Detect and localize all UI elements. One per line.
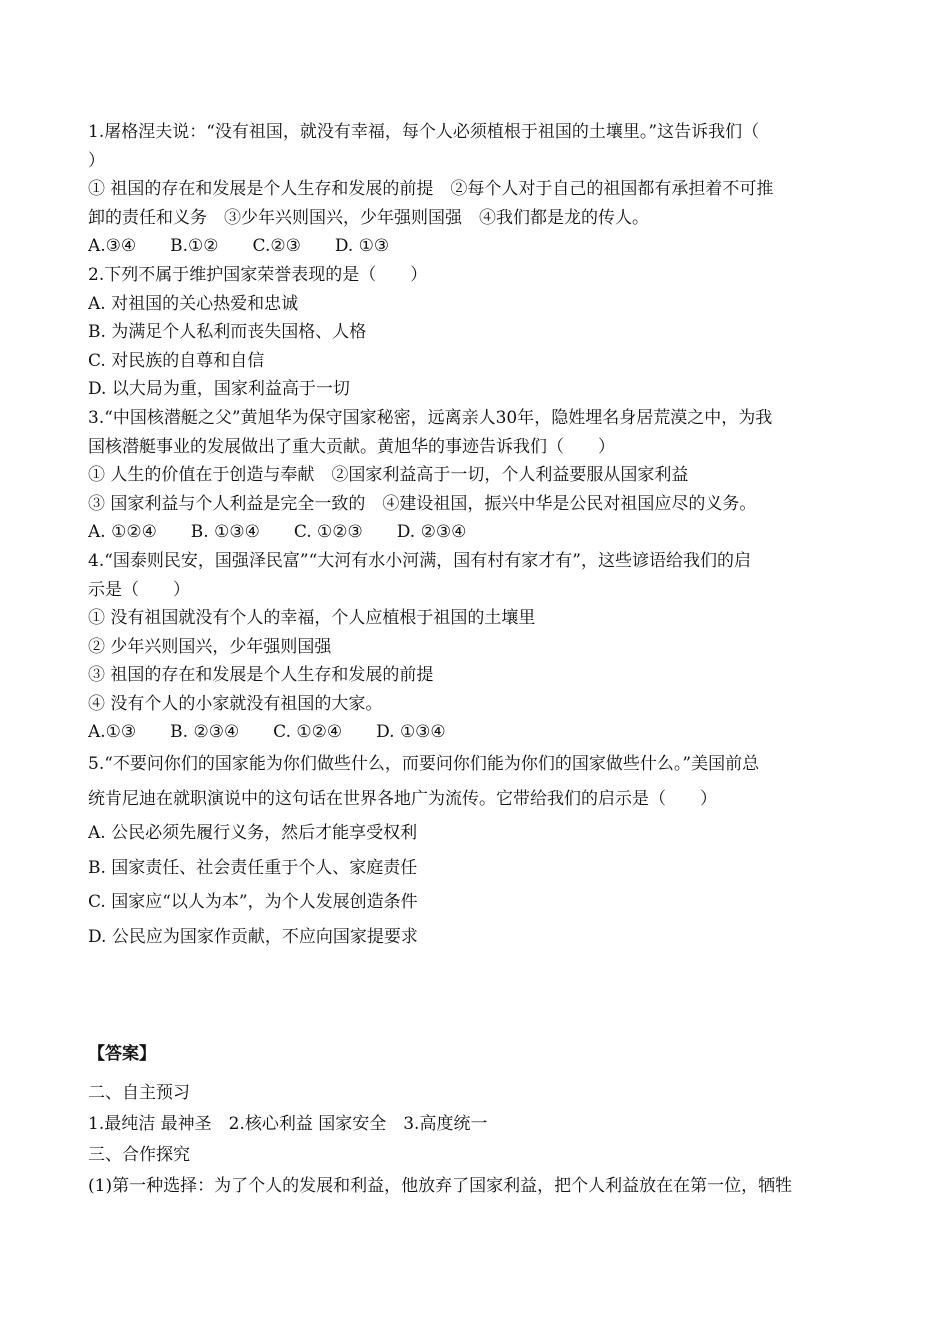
question-4	[88, 547, 868, 747]
question-text: 1.屠格涅夫说：“没有祖国，就没有幸福，每个人必须植根于祖国的土壤里。”这告诉我们（	[88, 122, 760, 142]
question-text: 示是（ ）	[88, 579, 190, 600]
question-text: 5.“不要问你们的国家能为你们做些什么，而要问你们能为你们的国家做些什么。”美国前总	[88, 754, 760, 775]
answer-choices: A.③④ B.①② C.②③ D. ①③	[88, 236, 390, 257]
statement-option: 卸的责任和义务 ③少年兴则国兴，少年强则国强 ④我们都是龙的传人。	[88, 207, 649, 228]
question-text: ）	[88, 150, 105, 171]
question-text: 2.下列不属于维护国家荣誉表现的是（ ）	[88, 264, 428, 285]
question-1	[88, 118, 868, 261]
answer-choices: A. ①②④ B. ①③④ C. ①②③ D. ②③④	[88, 522, 467, 543]
statement-option: ③ 祖国的存在和发展是个人生存和发展的前提	[88, 665, 434, 686]
choice-b: B. 国家责任、社会责任重于个人、家庭责任	[88, 857, 418, 878]
question-text: 统肯尼迪在就职演说中的这句话在世界各地广为流传。它带给我们的启示是（ ）	[88, 788, 717, 809]
question-3	[88, 404, 868, 547]
choice-d: D. 以大局为重，国家利益高于一切	[88, 379, 350, 400]
statement-option: ① 人生的价值在于创造与奉献 ②国家利益高于一切，个人利益要服从国家利益	[88, 465, 689, 486]
statement-option: ③ 国家利益与个人利益是完全一致的 ④建设祖国，振兴中华是公民对祖国应尽的义务。	[88, 493, 757, 514]
choice-c: C. 国家应“以人为本”，为个人发展创造条件	[88, 892, 418, 913]
question-text: 4.“国泰则民安，国强泽民富”“大河有水小河满，国有村有家才有”，这些谚语给我们的启	[88, 550, 751, 571]
question-5	[88, 747, 868, 954]
question-text: 3.“中国核潜艇之父”黄旭华为保守国家秘密，远离亲人30年，隐姓埋名身居荒漠之中，为我	[88, 407, 773, 428]
section-spacer	[88, 954, 868, 1040]
choice-d: D. 公民应为国家作贡献，不应向国家提要求	[88, 926, 418, 947]
answer-subheading: 二、自主预习	[88, 1083, 190, 1104]
question-2	[88, 261, 868, 404]
answer-section	[88, 1040, 868, 1202]
answer-line: (1)第一种选择：为了个人的发展和利益，他放弃了国家利益，把个人利益放在在第一位，牺牲	[88, 1176, 793, 1197]
answer-subheading: 三、合作探究	[88, 1145, 190, 1166]
choice-b: B. 为满足个人私利而丧失国格、人格	[88, 322, 367, 343]
choice-a: A. 公民必须先履行义务，然后才能享受权利	[88, 823, 418, 844]
statement-option: ④ 没有个人的小家就没有祖国的大家。	[88, 693, 383, 714]
statement-option: ① 没有祖国就没有个人的幸福，个人应植根于祖国的土壤里	[88, 608, 536, 629]
answer-choices: A.①③ B. ②③④ C. ①②④ D. ①③④	[88, 722, 446, 743]
statement-option: ① 祖国的存在和发展是个人生存和发展的前提 ②每个人对于自己的祖国都有承担着不可推	[88, 179, 774, 200]
answer-line: 1.最纯洁 最神圣 2.核心利益 国家安全 3.高度统一	[88, 1114, 488, 1135]
choice-c: C. 对民族的自尊和自信	[88, 350, 265, 371]
question-text: 国核潜艇事业的发展做出了重大贡献。黄旭华的事迹告诉我们（ ）	[88, 436, 615, 457]
answer-heading: 【答案】	[88, 1044, 156, 1065]
choice-a: A. 对祖国的关心热爱和忠诚	[88, 293, 299, 314]
document-page	[88, 118, 868, 1202]
statement-option: ② 少年兴则国兴，少年强则国强	[88, 636, 332, 657]
